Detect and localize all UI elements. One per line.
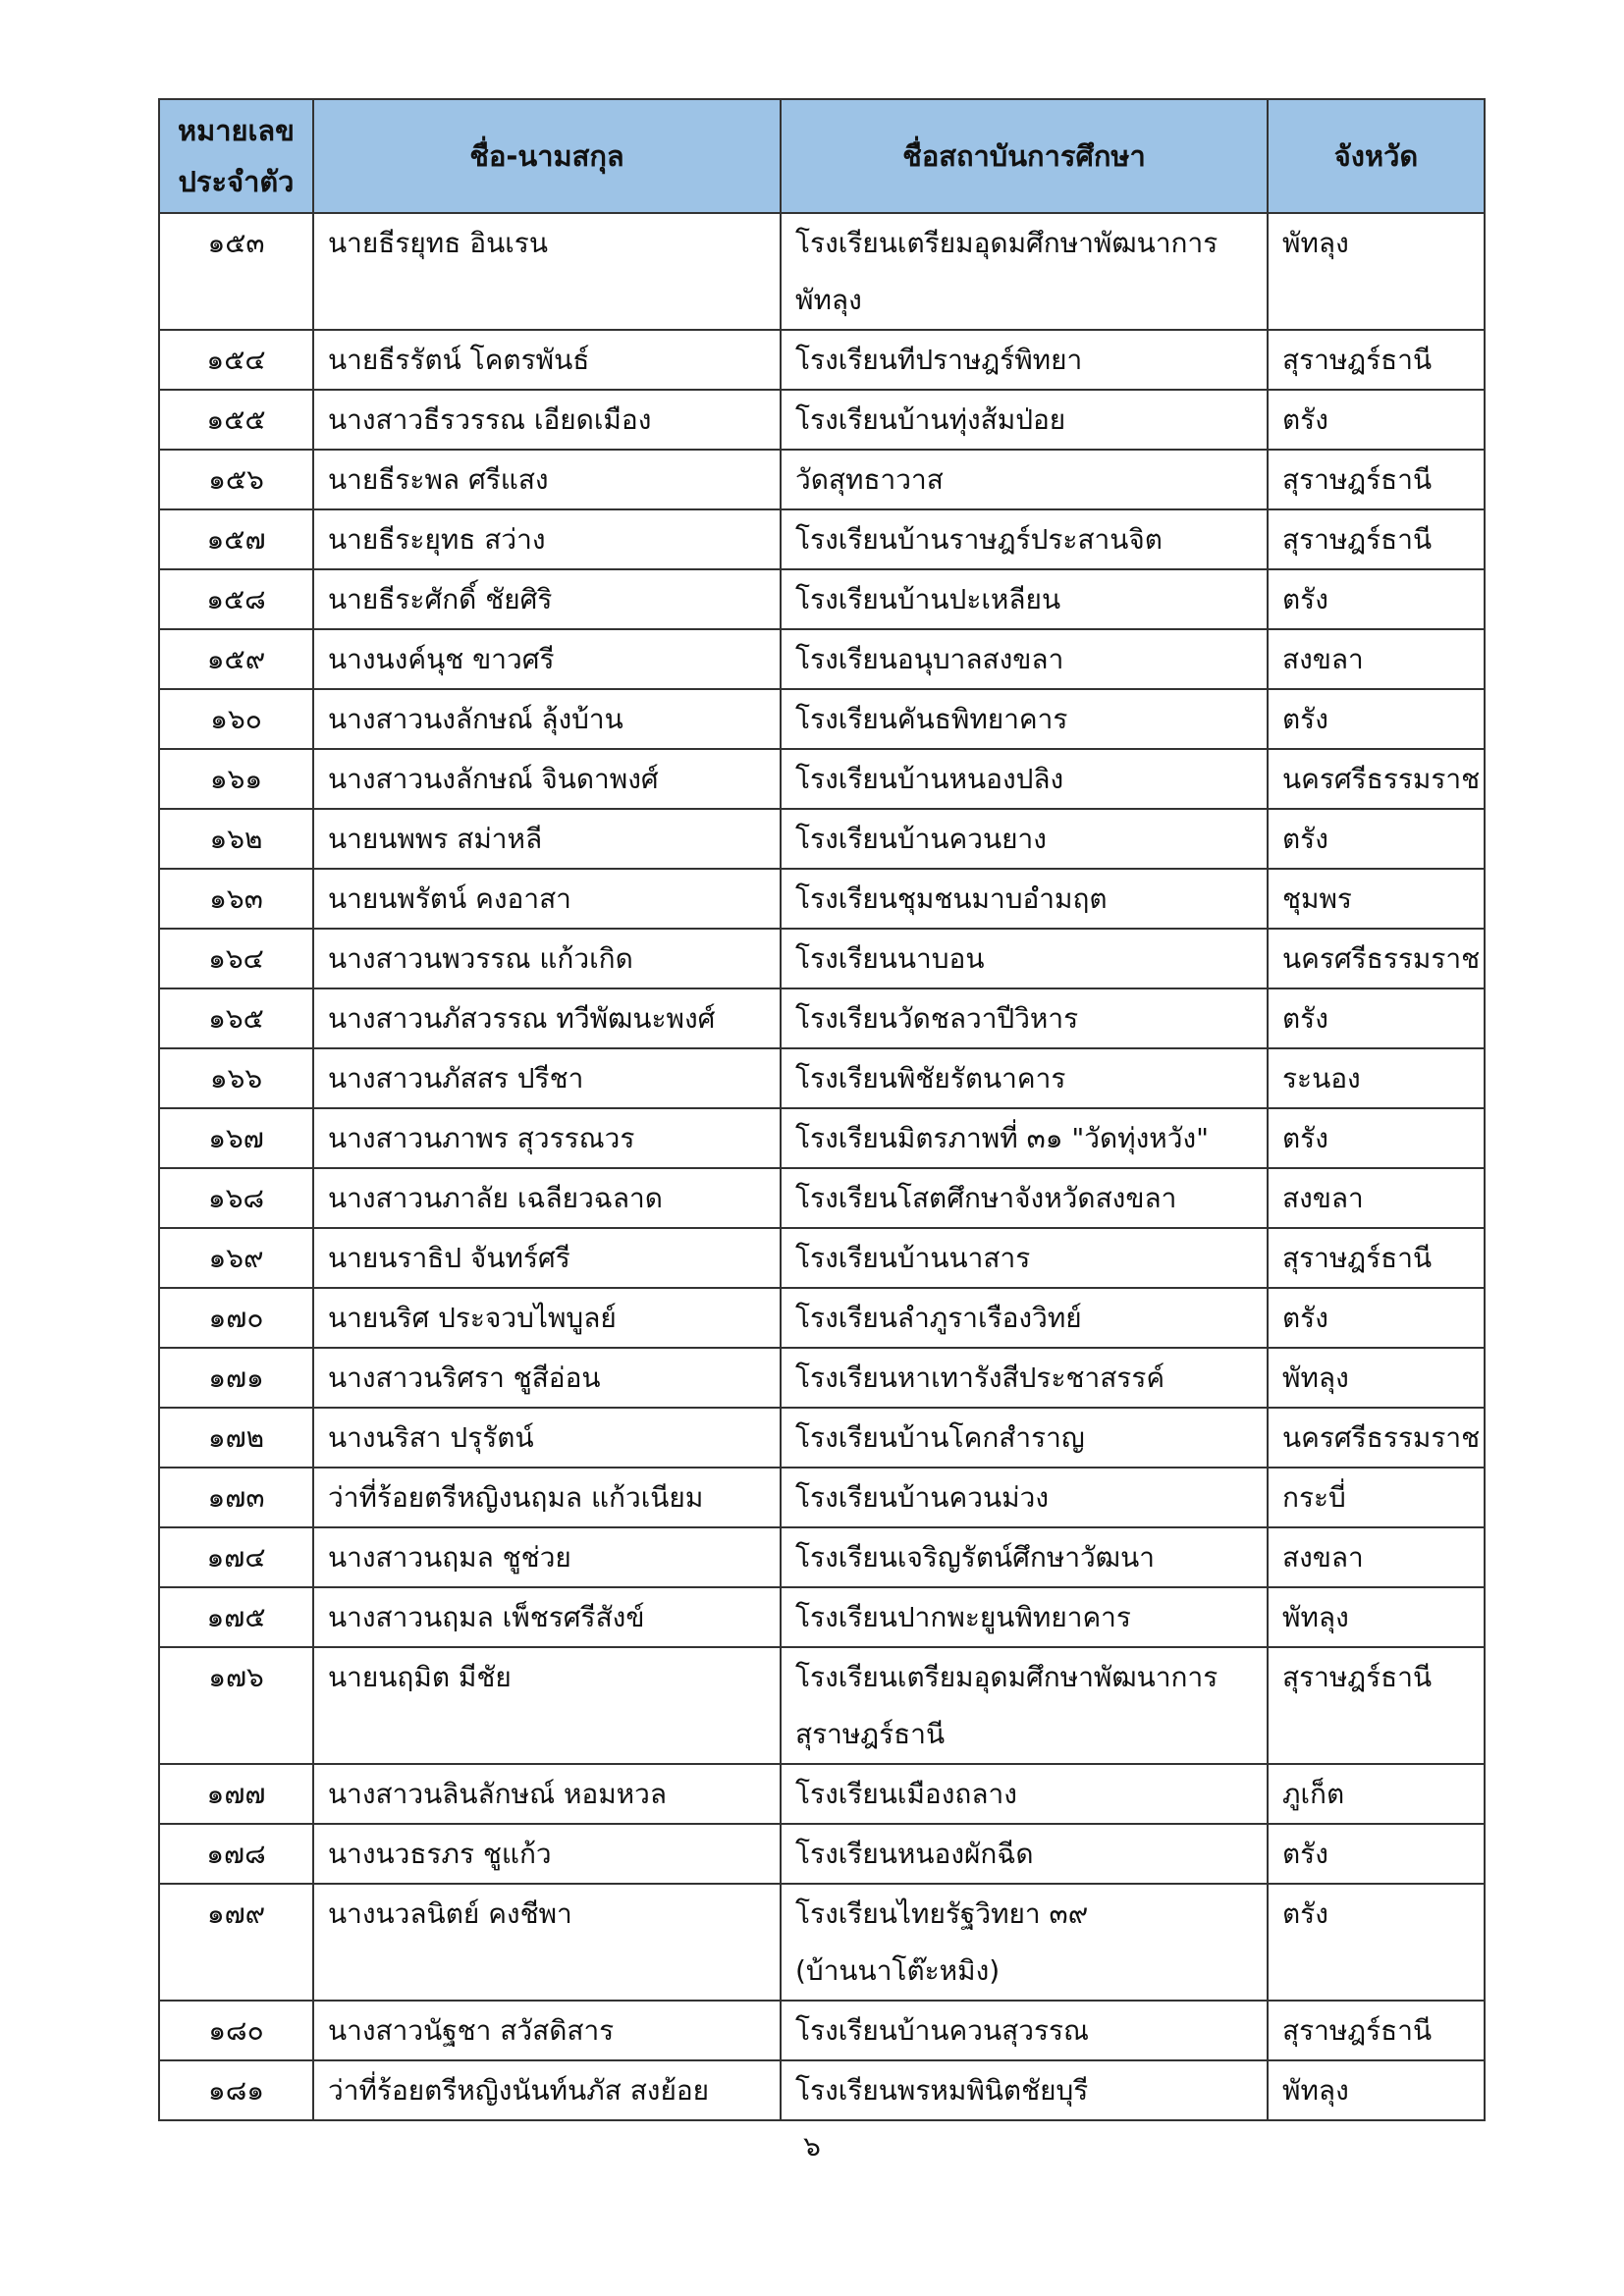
cell-school-line: โรงเรียนชุมชนมาบอำมฤต <box>795 882 1108 915</box>
table-row <box>159 569 1485 629</box>
table-row <box>159 1108 1485 1168</box>
cell-province <box>1268 2001 1485 2060</box>
table-row <box>159 629 1485 689</box>
cell-name-line: นายธีระพล ศรีแสง <box>328 463 549 496</box>
cell-province-line: สุราษฎร์ธานี <box>1282 463 1433 496</box>
table-row <box>159 1884 1485 2001</box>
cell-id <box>159 629 313 689</box>
cell-province <box>1268 1228 1485 1288</box>
table-row <box>159 1764 1485 1824</box>
cell-name-line: นางสาวนฤมล เพ็ชรศรีสังข์ <box>328 1601 645 1633</box>
table-header-row <box>159 99 1485 213</box>
cell-id <box>159 1647 313 1764</box>
cell-province-line: นครศรีธรรมราช <box>1282 1421 1481 1454</box>
cell-name <box>313 569 781 629</box>
cell-province-line: นครศรีธรรมราช <box>1282 942 1481 975</box>
cell-name-line: นางนงค์นุช ขาวศรี <box>328 643 555 675</box>
cell-id <box>159 450 313 509</box>
cell-id-line: ๑๕๕ <box>206 403 266 436</box>
cell-id-line: ๑๕๘ <box>206 583 266 615</box>
table-row <box>159 1168 1485 1228</box>
cell-id <box>159 213 313 330</box>
cell-id-line: ๑๖๘ <box>207 1182 265 1214</box>
cell-province-line: ชุมพร <box>1282 882 1352 915</box>
cell-school-line: โรงเรียนบ้านราษฎร์ประสานจิต <box>795 523 1163 556</box>
cell-name <box>313 1108 781 1168</box>
cell-school <box>781 1288 1268 1348</box>
cell-school-line: โรงเรียนหนองผักฉีด <box>795 1838 1034 1870</box>
cell-school-line: โรงเรียนอนุบาลสงขลา <box>795 643 1064 675</box>
cell-school <box>781 1348 1268 1408</box>
cell-province-line: นครศรีธรรมราช <box>1282 763 1481 795</box>
table-row <box>159 869 1485 929</box>
cell-province <box>1268 1468 1485 1527</box>
table-row <box>159 390 1485 450</box>
cell-province <box>1268 1824 1485 1884</box>
cell-name-line: นางสาวนงลักษณ์ ลุ้งบ้าน <box>328 703 623 735</box>
cell-name <box>313 450 781 509</box>
cell-name-line: นายธีระยุทธ สว่าง <box>328 523 546 556</box>
table-row <box>159 450 1485 509</box>
cell-id-line: ๑๘๐ <box>208 2014 264 2047</box>
cell-school-line: โรงเรียนพรหมพินิตชัยบุรี <box>795 2074 1089 2107</box>
cell-school <box>781 629 1268 689</box>
cell-id <box>159 988 313 1048</box>
cell-id <box>159 809 313 869</box>
cell-id <box>159 390 313 450</box>
cell-school <box>781 1468 1268 1527</box>
cell-province-line: สงขลา <box>1282 1541 1364 1574</box>
cell-id <box>159 1824 313 1884</box>
table-row <box>159 988 1485 1048</box>
cell-school <box>781 1824 1268 1884</box>
cell-id <box>159 2001 313 2060</box>
cell-name <box>313 1587 781 1647</box>
cell-province <box>1268 869 1485 929</box>
cell-name-line: นายนราธิป จันทร์ศรี <box>328 1242 570 1274</box>
cell-province-line: ตรัง <box>1282 583 1328 615</box>
cell-name-line: นางสาวนภัสสร ปรีชา <box>328 1062 584 1095</box>
cell-province <box>1268 1647 1485 1764</box>
cell-school <box>781 809 1268 869</box>
cell-school-line: โรงเรียนเมืองถลาง <box>795 1778 1017 1810</box>
cell-province <box>1268 1587 1485 1647</box>
cell-id-line: ๑๕๙ <box>206 643 266 675</box>
cell-name-line: นายธีรรัตน์ โคตรพันธ์ <box>328 344 590 376</box>
cell-school-line: โรงเรียนนาบอน <box>795 942 985 975</box>
cell-school-line: โรงเรียนคันธพิทยาคาร <box>795 703 1068 735</box>
cell-school-line: โรงเรียนไทยรัฐวิทยา ๓๙ <box>795 1897 1089 1930</box>
cell-school <box>781 1647 1268 1764</box>
cell-school-line: (บ้านนาโต๊ะหมิง) <box>795 1954 1001 1987</box>
cell-name-line: นางสาวนงลักษณ์ จินดาพงศ์ <box>328 763 659 795</box>
header-id <box>159 99 313 213</box>
cell-name <box>313 929 781 988</box>
cell-name <box>313 213 781 330</box>
cell-province-line: สงขลา <box>1282 643 1364 675</box>
cell-id-line: ๑๖๕ <box>208 1002 264 1035</box>
cell-school-line: โรงเรียนบ้านนาสาร <box>795 1242 1031 1274</box>
cell-name <box>313 1824 781 1884</box>
table-row <box>159 1048 1485 1108</box>
cell-name <box>313 809 781 869</box>
cell-province <box>1268 749 1485 809</box>
cell-id <box>159 1884 313 2001</box>
cell-province <box>1268 809 1485 869</box>
cell-school <box>781 213 1268 330</box>
cell-name <box>313 330 781 390</box>
cell-name-line: นายนพพร สม่าหลี <box>328 823 543 855</box>
cell-name-line: นายธีรยุทธ อินเรน <box>328 227 548 259</box>
cell-name <box>313 1228 781 1288</box>
cell-id-line: ๑๕๖ <box>208 463 264 496</box>
cell-name <box>313 2060 781 2120</box>
cell-school <box>781 509 1268 569</box>
table-row <box>159 1824 1485 1884</box>
header-name: ชื่อ-นามสกุล <box>313 99 781 213</box>
cell-id-line: ๑๗๖ <box>208 1661 264 1693</box>
cell-school-line: สุราษฎร์ธานี <box>795 1718 946 1750</box>
cell-province <box>1268 1884 1485 2001</box>
cell-school-line: โรงเรียนพิชัยรัตนาคาร <box>795 1062 1066 1095</box>
cell-province <box>1268 569 1485 629</box>
cell-province <box>1268 689 1485 749</box>
cell-name-line: นางสาวธีรวรรณ เอียดเมือง <box>328 403 652 436</box>
cell-province <box>1268 213 1485 330</box>
cell-name-line: นางสาวนลินลักษณ์ หอมหวล <box>328 1778 668 1810</box>
cell-name-line: นางนวธรภร ชูแก้ว <box>328 1838 552 1870</box>
cell-id <box>159 1587 313 1647</box>
cell-school <box>781 2060 1268 2120</box>
cell-province <box>1268 1408 1485 1468</box>
cell-id-line: ๑๖๔ <box>208 942 264 975</box>
table-row <box>159 749 1485 809</box>
cell-province-line: พัทลุง <box>1282 1362 1349 1394</box>
cell-name <box>313 1048 781 1108</box>
cell-id-line: ๑๖๙ <box>208 1242 264 1274</box>
cell-school-line: โรงเรียนเจริญรัตน์ศึกษาวัฒนา <box>795 1541 1155 1574</box>
cell-id <box>159 1108 313 1168</box>
cell-province-line: ระนอง <box>1282 1062 1361 1095</box>
cell-id-line: ๑๗๘ <box>206 1838 266 1870</box>
cell-id <box>159 1168 313 1228</box>
cell-province-line: พัทลุง <box>1282 2074 1349 2107</box>
cell-province <box>1268 1764 1485 1824</box>
cell-id <box>159 749 313 809</box>
cell-id <box>159 1048 313 1108</box>
cell-name-line: นางสาวนพวรรณ แก้วเกิด <box>328 942 633 975</box>
cell-province <box>1268 509 1485 569</box>
table-row <box>159 1408 1485 1468</box>
cell-name <box>313 1408 781 1468</box>
table-row <box>159 2001 1485 2060</box>
cell-name <box>313 1468 781 1527</box>
cell-name <box>313 1764 781 1824</box>
cell-id <box>159 1228 313 1288</box>
cell-id <box>159 330 313 390</box>
cell-id-line: ๑๗๔ <box>206 1541 266 1574</box>
cell-school-line: โรงเรียนบ้านโคกสำราญ <box>795 1421 1085 1454</box>
cell-school <box>781 1884 1268 2001</box>
cell-school-line: โรงเรียนบ้านทุ่งส้มป่อย <box>795 403 1066 436</box>
cell-name <box>313 1168 781 1228</box>
cell-school <box>781 330 1268 390</box>
table-row <box>159 2060 1485 2120</box>
cell-name-line: นางนวลนิตย์ คงชีพา <box>328 1897 572 1930</box>
cell-name-line: นางสาวนภาพร สุวรรณวร <box>328 1122 635 1154</box>
cell-name-line: นางสาวนัฐชา สวัสดิสาร <box>328 2014 615 2047</box>
cell-school-line: วัดสุทธาวาส <box>795 463 944 496</box>
cell-province <box>1268 390 1485 450</box>
cell-school <box>781 1228 1268 1288</box>
cell-school-line: โรงเรียนเตรียมอุดมศึกษาพัฒนาการ <box>795 1661 1218 1693</box>
cell-school-line: โรงเรียนโสตศึกษาจังหวัดสงขลา <box>795 1182 1177 1214</box>
cell-school-line: พัทลุง <box>795 284 862 316</box>
cell-name <box>313 629 781 689</box>
cell-school <box>781 1587 1268 1647</box>
cell-id <box>159 929 313 988</box>
cell-name-line: นางนริสา ปรุรัตน์ <box>328 1421 534 1454</box>
table-row <box>159 1288 1485 1348</box>
cell-province-line: ตรัง <box>1282 1002 1328 1035</box>
page-number: ๖ <box>803 2130 821 2163</box>
cell-id <box>159 689 313 749</box>
cell-id-line: ๑๖๗ <box>208 1122 264 1154</box>
cell-province <box>1268 1348 1485 1408</box>
cell-province <box>1268 450 1485 509</box>
table-row <box>159 509 1485 569</box>
cell-id-line: ๑๖๒ <box>209 823 263 855</box>
cell-province <box>1268 1108 1485 1168</box>
cell-id-line: ๑๖๐ <box>210 703 262 735</box>
cell-province-line: สงขลา <box>1282 1182 1364 1214</box>
cell-school <box>781 869 1268 929</box>
cell-province-line: สุราษฎร์ธานี <box>1282 523 1433 556</box>
cell-province-line: พัทลุง <box>1282 227 1349 259</box>
cell-name <box>313 988 781 1048</box>
cell-school-line: โรงเรียนลำภูราเรืองวิทย์ <box>795 1302 1082 1334</box>
cell-school-line: โรงเรียนมิตรภาพที่ ๓๑ "วัดทุ่งหวัง" <box>795 1122 1210 1154</box>
cell-province-line: ตรัง <box>1282 1122 1328 1154</box>
cell-id-line: ๑๗๑ <box>208 1362 264 1394</box>
cell-school-line: โรงเรียนเตรียมอุดมศึกษาพัฒนาการ <box>795 227 1218 259</box>
cell-id <box>159 869 313 929</box>
cell-id <box>159 1288 313 1348</box>
cell-province <box>1268 1527 1485 1587</box>
header-id-line1: หมายเลข <box>177 114 296 147</box>
cell-school <box>781 569 1268 629</box>
cell-name-line: ว่าที่ร้อยตรีหญิงนันท์นภัส สงย้อย <box>328 2074 710 2107</box>
cell-name <box>313 2001 781 2060</box>
cell-name-line: นางสาวนภาลัย เฉลียวฉลาด <box>328 1182 663 1214</box>
cell-id-line: ๑๗๕ <box>206 1601 266 1633</box>
cell-name <box>313 689 781 749</box>
table-row <box>159 929 1485 988</box>
cell-id <box>159 1468 313 1527</box>
cell-school <box>781 1408 1268 1468</box>
header-id-line2: ประจำตัว <box>178 165 295 198</box>
cell-province-line: สุราษฎร์ธานี <box>1282 1242 1433 1274</box>
cell-id <box>159 1527 313 1587</box>
cell-school <box>781 1764 1268 1824</box>
cell-province-line: ตรัง <box>1282 403 1328 436</box>
cell-id-line: ๑๖๖ <box>209 1062 263 1095</box>
cell-name-line: นางสาวนฤมล ชูช่วย <box>328 1541 571 1574</box>
table-row <box>159 1647 1485 1764</box>
cell-school <box>781 1108 1268 1168</box>
cell-id <box>159 1764 313 1824</box>
cell-id <box>159 2060 313 2120</box>
cell-school-line: โรงเรียนบ้านควนสุวรรณ <box>795 2014 1090 2047</box>
cell-province <box>1268 1048 1485 1108</box>
cell-id <box>159 1348 313 1408</box>
cell-name <box>313 1884 781 2001</box>
cell-id-line: ๑๖๑ <box>209 763 263 795</box>
cell-id-line: ๑๗๐ <box>208 1302 264 1334</box>
cell-school-line: โรงเรียนวัดชลวาปีวิหาร <box>795 1002 1079 1035</box>
cell-school <box>781 1527 1268 1587</box>
cell-school-line: โรงเรียนบ้านหนองปลิง <box>795 763 1064 795</box>
cell-name-line: นายนฤมิต มีชัย <box>328 1661 512 1693</box>
cell-province-line: ตรัง <box>1282 1838 1328 1870</box>
cell-school <box>781 988 1268 1048</box>
cell-name <box>313 1527 781 1587</box>
table-row <box>159 213 1485 330</box>
table-row <box>159 689 1485 749</box>
cell-id-line: ๑๗๒ <box>207 1421 265 1454</box>
cell-id-line: ๑๕๓ <box>207 227 265 259</box>
cell-school-line: โรงเรียนหาเทารังสีประชาสรรค์ <box>795 1362 1165 1394</box>
cell-school <box>781 390 1268 450</box>
cell-province <box>1268 1168 1485 1228</box>
cell-school <box>781 749 1268 809</box>
cell-id <box>159 509 313 569</box>
cell-province-line: ตรัง <box>1282 1897 1328 1930</box>
table-row <box>159 1587 1485 1647</box>
cell-province-line: สุราษฎร์ธานี <box>1282 2014 1433 2047</box>
header-school: ชื่อสถาบันการศึกษา <box>781 99 1268 213</box>
cell-school-line: โรงเรียนบ้านควนยาง <box>795 823 1047 855</box>
cell-school-line: โรงเรียนปากพะยูนพิทยาคาร <box>795 1601 1131 1633</box>
cell-name <box>313 390 781 450</box>
cell-name <box>313 509 781 569</box>
table-row <box>159 330 1485 390</box>
cell-name-line: ว่าที่ร้อยตรีหญิงนฤมล แก้วเนียม <box>328 1481 704 1514</box>
cell-province-line: กระบี่ <box>1282 1481 1346 1514</box>
cell-school-line: โรงเรียนบ้านปะเหลียน <box>795 583 1061 615</box>
cell-school <box>781 689 1268 749</box>
cell-id-line: ๑๗๗ <box>206 1778 266 1810</box>
cell-school <box>781 450 1268 509</box>
cell-name <box>313 1288 781 1348</box>
cell-id <box>159 569 313 629</box>
cell-province <box>1268 1288 1485 1348</box>
cell-school <box>781 929 1268 988</box>
cell-province-line: พัทลุง <box>1282 1601 1349 1633</box>
cell-id-line: ๑๘๑ <box>207 2074 265 2107</box>
cell-school-line: โรงเรียนบ้านควนม่วง <box>795 1481 1049 1514</box>
cell-province <box>1268 330 1485 390</box>
cell-province <box>1268 629 1485 689</box>
table-row <box>159 1348 1485 1408</box>
cell-id-line: ๑๕๔ <box>206 344 266 376</box>
cell-province-line: ตรัง <box>1282 823 1328 855</box>
cell-name <box>313 1348 781 1408</box>
cell-id-line: ๑๖๓ <box>209 882 263 915</box>
cell-province-line: สุราษฎร์ธานี <box>1282 1661 1433 1693</box>
cell-school <box>781 2001 1268 2060</box>
registration-table <box>158 98 1486 2121</box>
cell-id-line: ๑๗๓ <box>207 1481 265 1514</box>
cell-province <box>1268 988 1485 1048</box>
cell-school <box>781 1168 1268 1228</box>
cell-province <box>1268 929 1485 988</box>
cell-id-line: ๑๗๙ <box>206 1897 266 1930</box>
cell-school <box>781 1048 1268 1108</box>
cell-province-line: ตรัง <box>1282 1302 1328 1334</box>
cell-name-line: นายธีระศักดิ์ ชัยศิริ <box>328 583 553 615</box>
table-row <box>159 1468 1485 1527</box>
header-province: จังหวัด <box>1268 99 1485 213</box>
cell-id <box>159 1408 313 1468</box>
cell-id-line: ๑๕๗ <box>206 523 266 556</box>
table-row <box>159 809 1485 869</box>
table-row <box>159 1228 1485 1288</box>
cell-province-line: ภูเก็ต <box>1282 1778 1345 1810</box>
table-row <box>159 1527 1485 1587</box>
cell-name-line: นายนพรัตน์ คงอาสา <box>328 882 571 915</box>
cell-name-line: นางสาวนริศรา ชูสีอ่อน <box>328 1362 601 1394</box>
cell-province <box>1268 2060 1485 2120</box>
cell-name-line: นายนริศ ประจวบไพบูลย์ <box>328 1302 617 1334</box>
cell-province-line: สุราษฎร์ธานี <box>1282 344 1433 376</box>
cell-name <box>313 1647 781 1764</box>
cell-name <box>313 869 781 929</box>
cell-name <box>313 749 781 809</box>
cell-name-line: นางสาวนภัสวรรณ ทวีพัฒนะพงศ์ <box>328 1002 716 1035</box>
cell-province-line: ตรัง <box>1282 703 1328 735</box>
cell-school-line: โรงเรียนทีปราษฎร์พิทยา <box>795 344 1083 376</box>
